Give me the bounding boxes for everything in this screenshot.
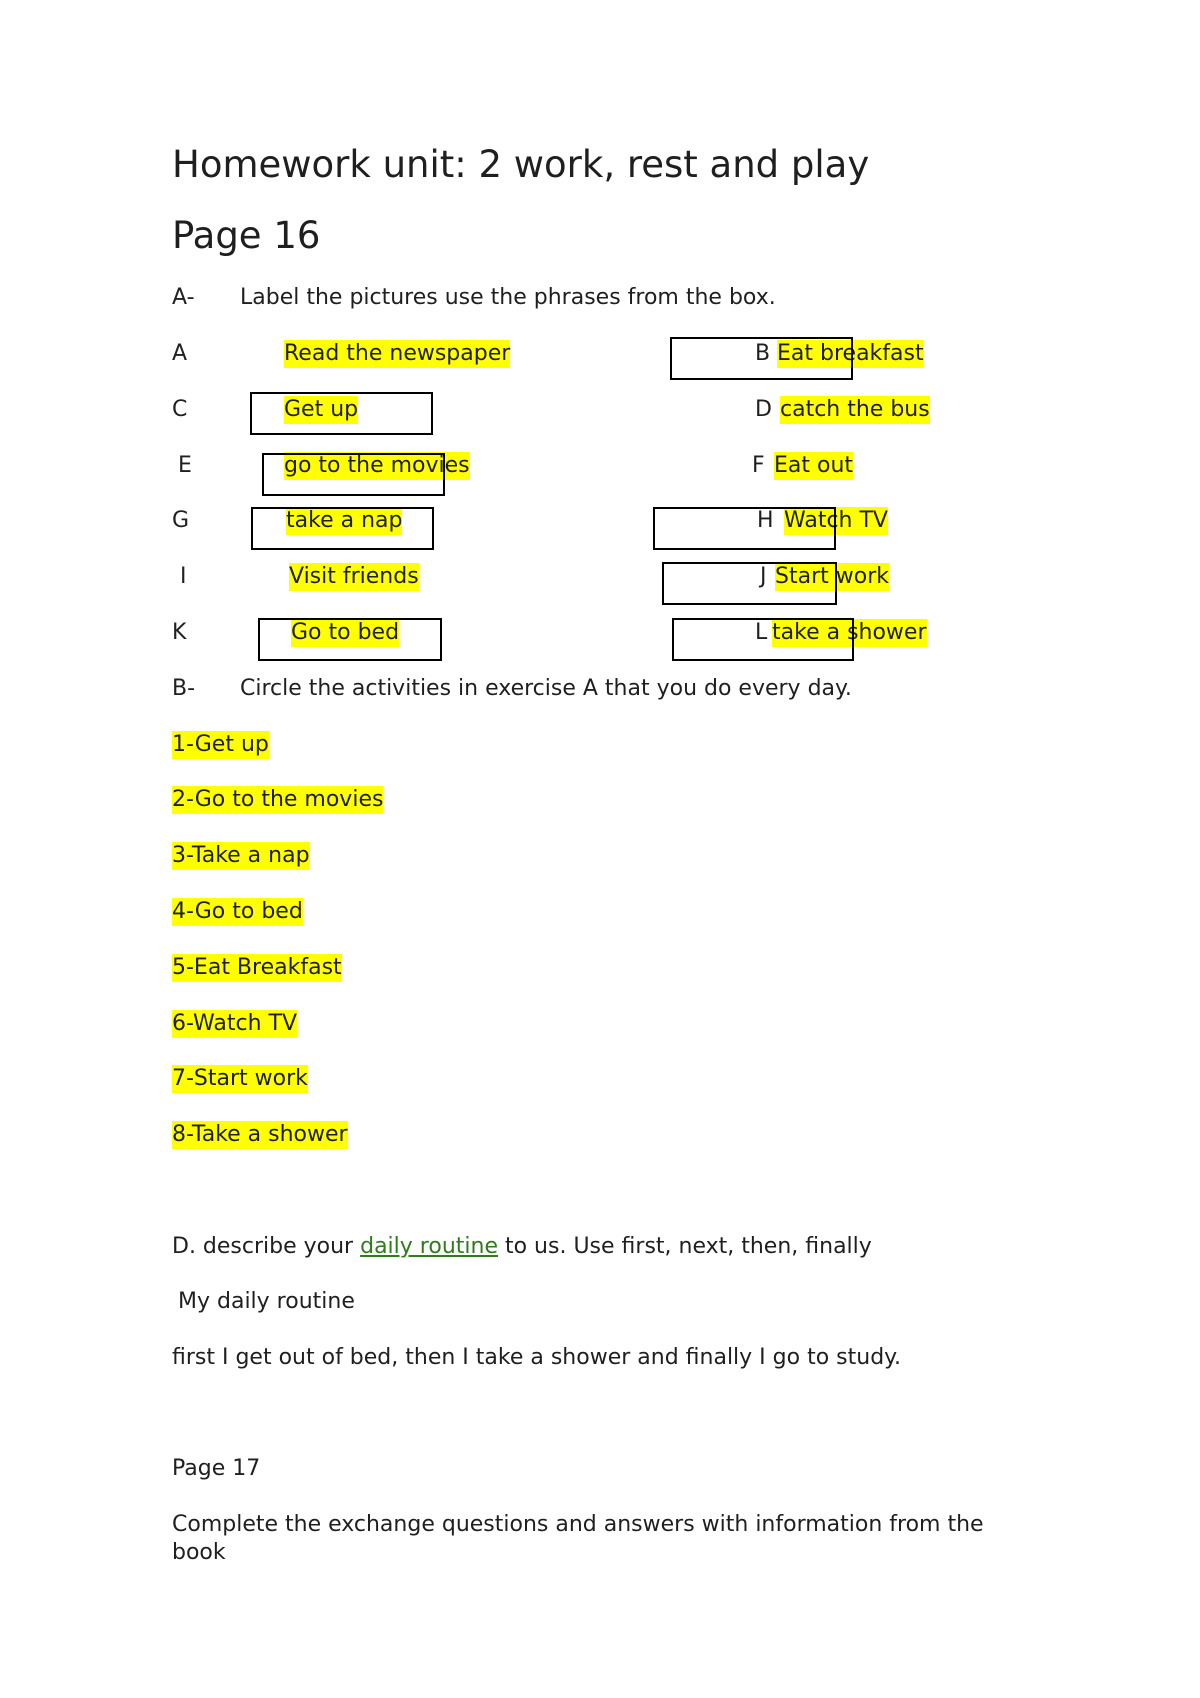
letter-a: A [172,341,188,366]
routine-title: My daily routine [178,1289,355,1314]
page-16-heading: Page 16 [172,214,321,257]
phrase-b: Eat breakfast [777,341,924,366]
letter-k: K [172,620,187,645]
exercise-d-instruction [172,1233,872,1261]
phrase-c: Get up [284,397,359,422]
exercise-b-instruction: Circle the activities in exercise A that you do every day. [240,676,852,701]
letter-h: H [757,508,774,533]
daily-list-item: 6-Watch TV [172,1011,298,1036]
daily-list-item: 4-Go to bed [172,899,303,924]
daily-list-item: 1-Get up [172,732,269,757]
routine-text: first I get out of bed, then I take a shower and finally I go to study. [172,1345,902,1370]
letter-d: D [755,397,772,422]
letter-c: C [172,397,188,422]
phrase-f: Eat out [774,453,854,478]
answer-box [258,618,442,661]
answer-box [672,618,854,661]
letter-b: B [755,341,771,366]
exercise-d-text-before: D. describe your [172,1234,361,1259]
answer-box [653,507,836,550]
exercise-a-letter: A- [172,285,195,310]
daily-list-item: 2-Go to the movies [172,787,384,812]
page-17-heading: Page 17 [172,1456,261,1481]
phrase-a: Read the newspaper [284,341,511,366]
phrase-d: catch the bus [780,397,930,422]
letter-l: L [755,620,768,645]
answer-box [251,507,434,550]
letter-j: J [760,564,767,589]
phrase-k: Go to bed [291,620,400,645]
letter-e: E [178,453,192,478]
exercise-a-instruction: Label the pictures use the phrases from the box. [240,285,776,310]
page-17-instruction-line1: Complete the exchange questions and answers with information from the [172,1512,984,1537]
letter-g: G [172,508,190,533]
answer-box [662,562,837,605]
daily-list-item: 5-Eat Breakfast [172,955,342,980]
phrase-e: go to the movies [284,453,470,478]
daily-routine-link[interactable]: daily routine [360,1234,498,1259]
page-17-instruction-line2: book [172,1540,226,1565]
answer-box [250,392,433,435]
exercise-b-letter: B- [172,676,196,701]
phrase-l: take a shower [772,620,927,645]
phrase-h: Watch TV [784,508,888,533]
daily-list-item: 8-Take a shower [172,1122,348,1147]
page-title: Homework unit: 2 work, rest and play [172,143,870,186]
letter-f: F [752,453,765,478]
answer-box [262,453,445,496]
answer-box [670,337,853,380]
phrase-g: take a nap [286,508,403,533]
letter-i: I [180,564,187,589]
phrase-j: Start work [775,564,889,589]
exercise-d-text-after: to us. Use first, next, then, finally [497,1234,872,1259]
phrase-i: Visit friends [289,564,419,589]
daily-list-item: 3-Take a nap [172,843,310,868]
daily-list-item: 7-Start work [172,1066,308,1091]
